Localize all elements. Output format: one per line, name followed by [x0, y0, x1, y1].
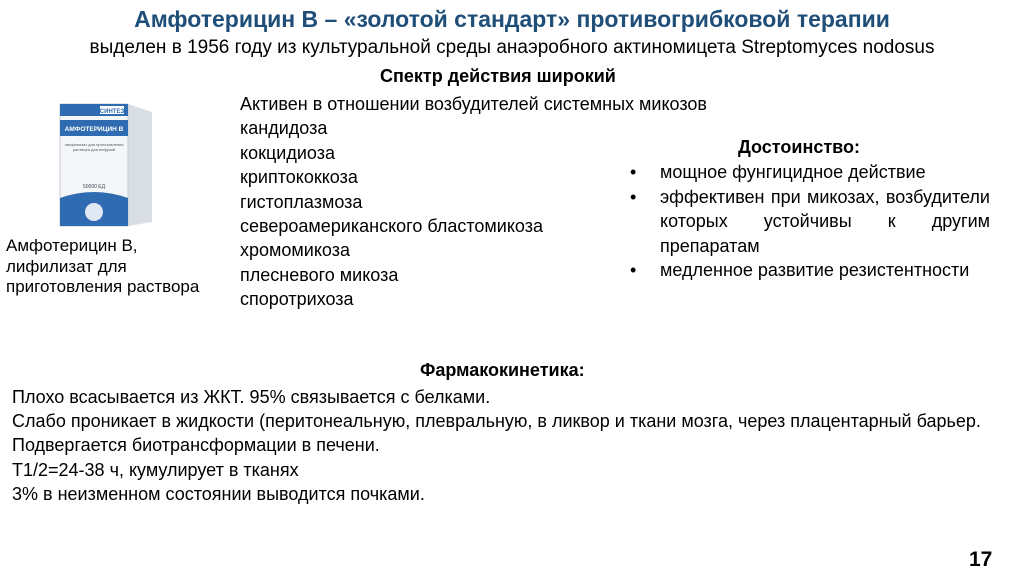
advantage-item	[630, 185, 990, 259]
advantage-heading: Достоинство:	[738, 137, 860, 157]
caption-line: Амфотерицин В,	[6, 236, 138, 255]
advantage-item-text: эффективен при микозах, возбудители которых устойчивы к другим препаратам	[660, 186, 990, 256]
slide-title: Амфотерицин В – «золотой стандарт» противогрибковой терапии	[134, 6, 890, 32]
bullet-icon: •	[630, 162, 637, 182]
advantage-item-text: медленное развитие резистентности	[660, 260, 970, 281]
drug-caption	[6, 236, 199, 298]
spectrum-line: Активен в отношении возбудителей системных микозов	[240, 94, 707, 114]
spectrum-line: споротрихоза	[240, 289, 354, 310]
spectrum-line: кокцидиоза	[240, 142, 335, 163]
advantage-item-text: мощное фунгицидное действие	[660, 162, 926, 182]
pharmacokinetics-line: 3% в неизменном состоянии выводится почками.	[12, 483, 425, 504]
spectrum-heading: Спектр действия широкий	[380, 66, 616, 86]
caption-line: приготовления раствора	[6, 277, 200, 296]
box-brand: СИНТЕЗ	[99, 109, 125, 115]
caption-line: лифилизат для	[6, 256, 127, 276]
page-number: 17	[969, 548, 993, 571]
drug-package-image	[50, 98, 180, 228]
pharmacokinetics-line: Т1/2=24-38 ч, кумулирует в тканях	[12, 459, 299, 480]
spectrum-line: криптококкоза	[240, 167, 358, 188]
drug-box-graphic	[50, 98, 180, 228]
slide-subtitle: выделен в 1956 году из культуральной среды анаэробного актиномицета Streptomyces nodosus	[89, 37, 935, 58]
spectrum-line: кандидоза	[240, 118, 328, 139]
spectrum-line: хромомикоза	[240, 240, 350, 261]
bullet-icon: •	[630, 260, 637, 281]
box-dose: 50000 ЕД	[82, 184, 106, 190]
pharmacokinetics-line: Плохо всасывается из ЖКТ. 95% связывается с белками.	[12, 387, 491, 407]
spectrum-line: североамериканского бластомикоза	[240, 215, 544, 236]
spectrum-line: гистоплазмоза	[240, 191, 363, 212]
advantage-item	[630, 258, 990, 283]
advantage-list	[630, 160, 990, 283]
pharmacokinetics-text	[12, 385, 1017, 506]
box-desc: лиофилизат для приготовления раствора для инфузий	[64, 142, 124, 152]
box-name: АМФОТЕРИЦИН В	[64, 126, 124, 133]
pharmacokinetics-line: Подвергается биотрансформации в печени.	[12, 435, 380, 456]
spectrum-line: плесневого микоза	[240, 264, 399, 285]
pharmacokinetics-line: Слабо проникает в жидкости (перитонеальную, плевральную, в ликвор и ткани мозга, через плацентарный барьер.	[12, 411, 981, 432]
pharmacokinetics-heading: Фармакокинетика:	[420, 360, 585, 380]
advantage-item	[630, 160, 990, 185]
bullet-icon: •	[630, 186, 637, 207]
